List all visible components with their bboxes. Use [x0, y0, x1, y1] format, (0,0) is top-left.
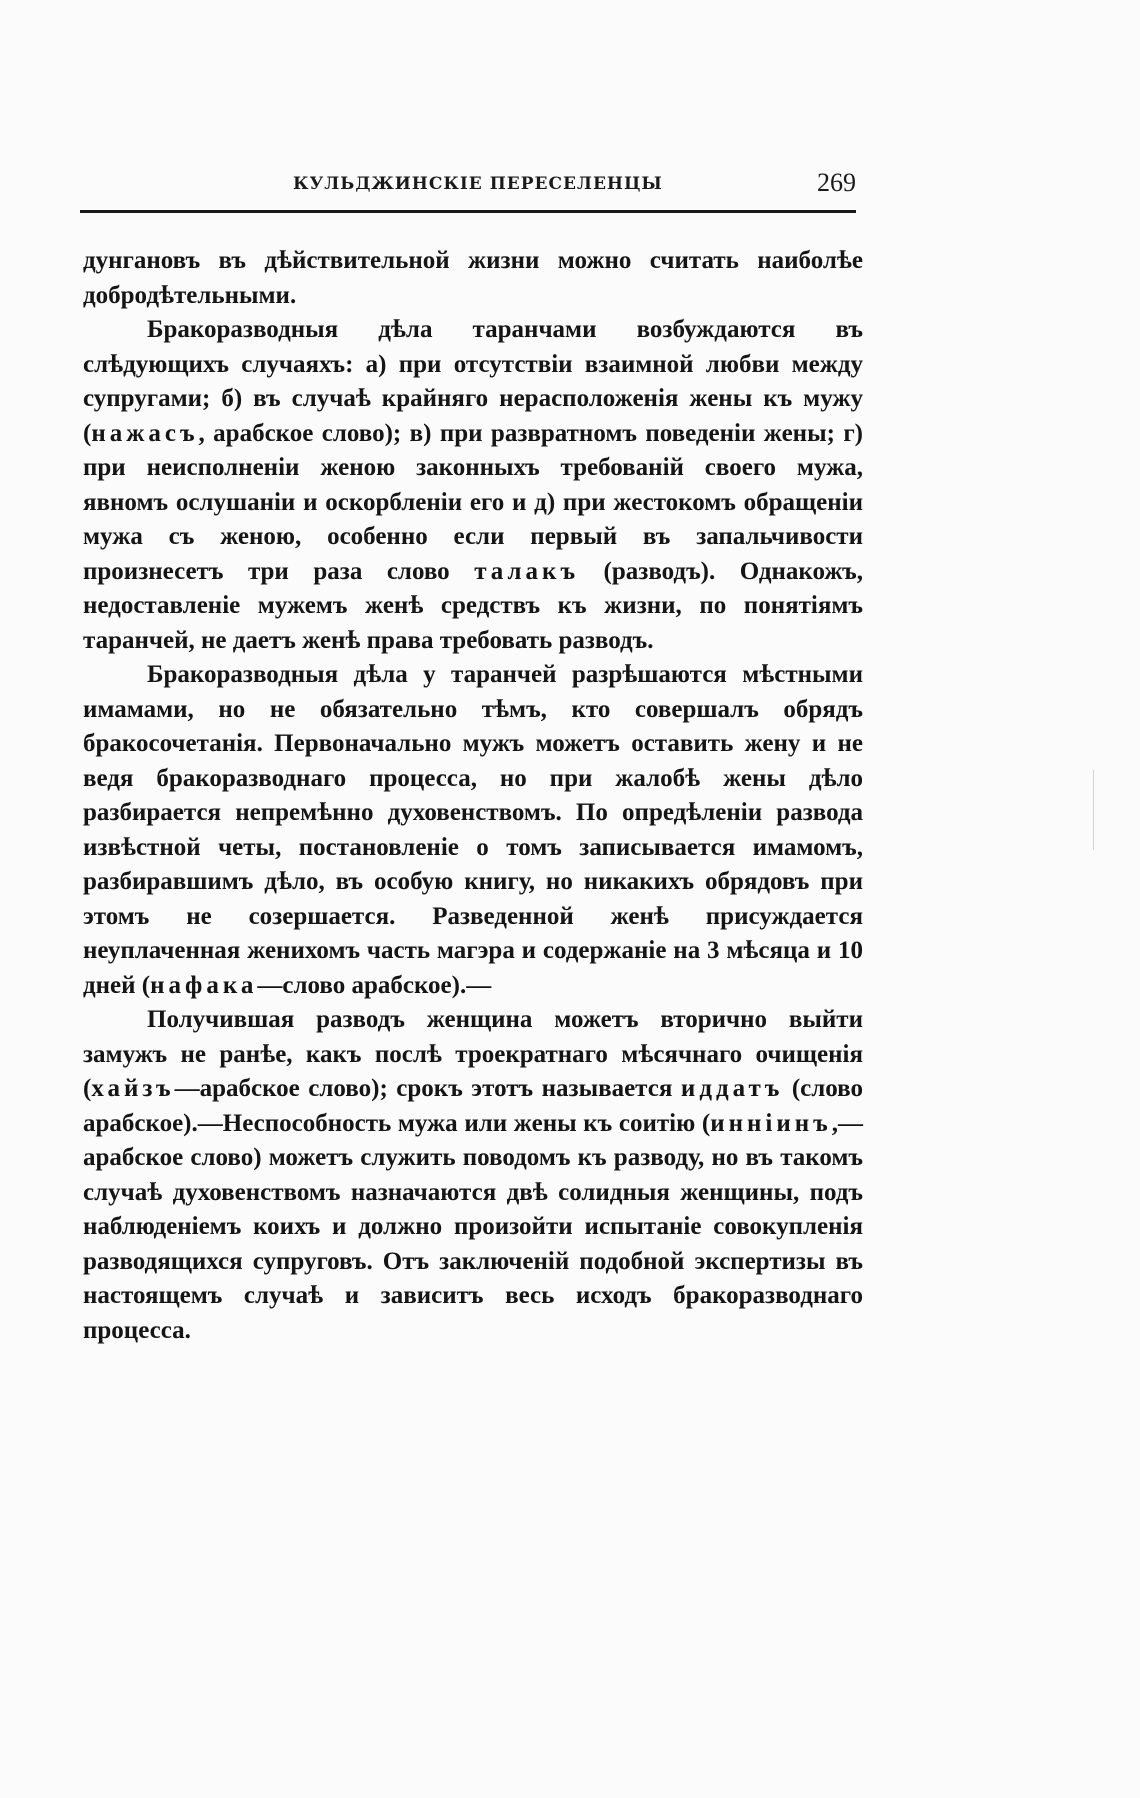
page-number: 269 [817, 168, 856, 197]
paragraph-text: —слово арабское).— [257, 971, 492, 999]
scan-margin-mark [1093, 770, 1094, 850]
term-nafaka: нафака [150, 971, 258, 999]
paragraph-text: Бракоразводныя дѣла таранчами возбуждаются въ слѣдующихъ случаяхъ: а) при отсутствіи взаимной любви между супругами; б) въ случаѣ крайняго нерасположенія жены къ мужу ( [83, 316, 863, 447]
term-khaiz: хайзъ [91, 1075, 175, 1102]
paragraph-text: (слово арабское).—Неспособность мужа или жены къ соитію ( [83, 1075, 864, 1137]
paragraph-3 [83, 658, 863, 1003]
header-rule [80, 210, 856, 213]
paragraph-text: (разводъ). Однакожъ, недоставленіе мужемъ женѣ средствъ къ жизни, по понятіямъ таранчей, не даетъ женѣ права требовать разводъ. [83, 557, 863, 654]
paragraph-text: Бракоразводныя дѣла у таранчей разрѣшаются мѣстными имамами, но не обязательно тѣмъ, кто совершалъ обрядъ бракосочетанія. Первоначально мужъ можетъ оставить жену и не ведя бракоразводнаго процесса, но при жалобѣ жены дѣло разбирается непремѣнно духовенствомъ. По опредѣленіи развода извѣстной четы, постановленіе о томъ записывается имамомъ, разбиравшимъ дѣло, въ особую книгу, но никакихъ обрядовъ при этомъ не созершается. Разведенной женѣ присуждается неуплаченная женихомъ часть магэра и содержаніе на 3 мѣсяца и 10 дней ( [83, 661, 863, 999]
paragraph-text: дунгановъ въ дѣйствительной жизни можно считать наиболѣе добродѣтельными. [83, 247, 863, 309]
running-title: КУЛЬДЖИНСКІЕ ПЕРЕСЕЛЕНЦЫ [293, 174, 663, 194]
paragraph-text: —арабское слово); срокъ этотъ называется [174, 1075, 681, 1102]
paragraph-text: Получившая разводъ женщина можетъ вторично выйти замужъ не ранѣе, какъ послѣ троекратнаго мѣсячнаго очищенія ( [83, 1006, 863, 1102]
term-iddat: иддатъ [680, 1075, 784, 1102]
term-inniin: инніинъ [710, 1109, 832, 1137]
paragraph-text: , арабское слово); в) при развратномъ поведеніи жены; г) при неисполненіи женою законныхъ требованій своего мужа, явномъ ослушаніи и оскорбленіи его и д) при жестокомъ обращеніи мужа съ женою, особенно если первый въ запальчивости произнесетъ три раза слово [83, 419, 863, 585]
term-talak: талакъ [474, 557, 580, 585]
paragraph-4 [83, 1003, 863, 1348]
term-nazhas: нажасъ [91, 419, 199, 447]
paragraph-2 [83, 313, 863, 658]
body-text [83, 244, 863, 1348]
page-header [80, 168, 856, 208]
paragraph-text: ,—арабское слово) можетъ служить поводомъ къ разводу, но въ такомъ случаѣ духовенствомъ назначаются двѣ солидныя женщины, подъ наблюденіемъ коихъ и должно произойти испытаніе совокупленія разводящихся супруговъ. Отъ заключеній подобной экспертизы въ настоящемъ случаѣ и зависитъ весь исходъ бракоразводнаго процесса. [83, 1109, 863, 1344]
paragraph-1 [83, 244, 863, 313]
